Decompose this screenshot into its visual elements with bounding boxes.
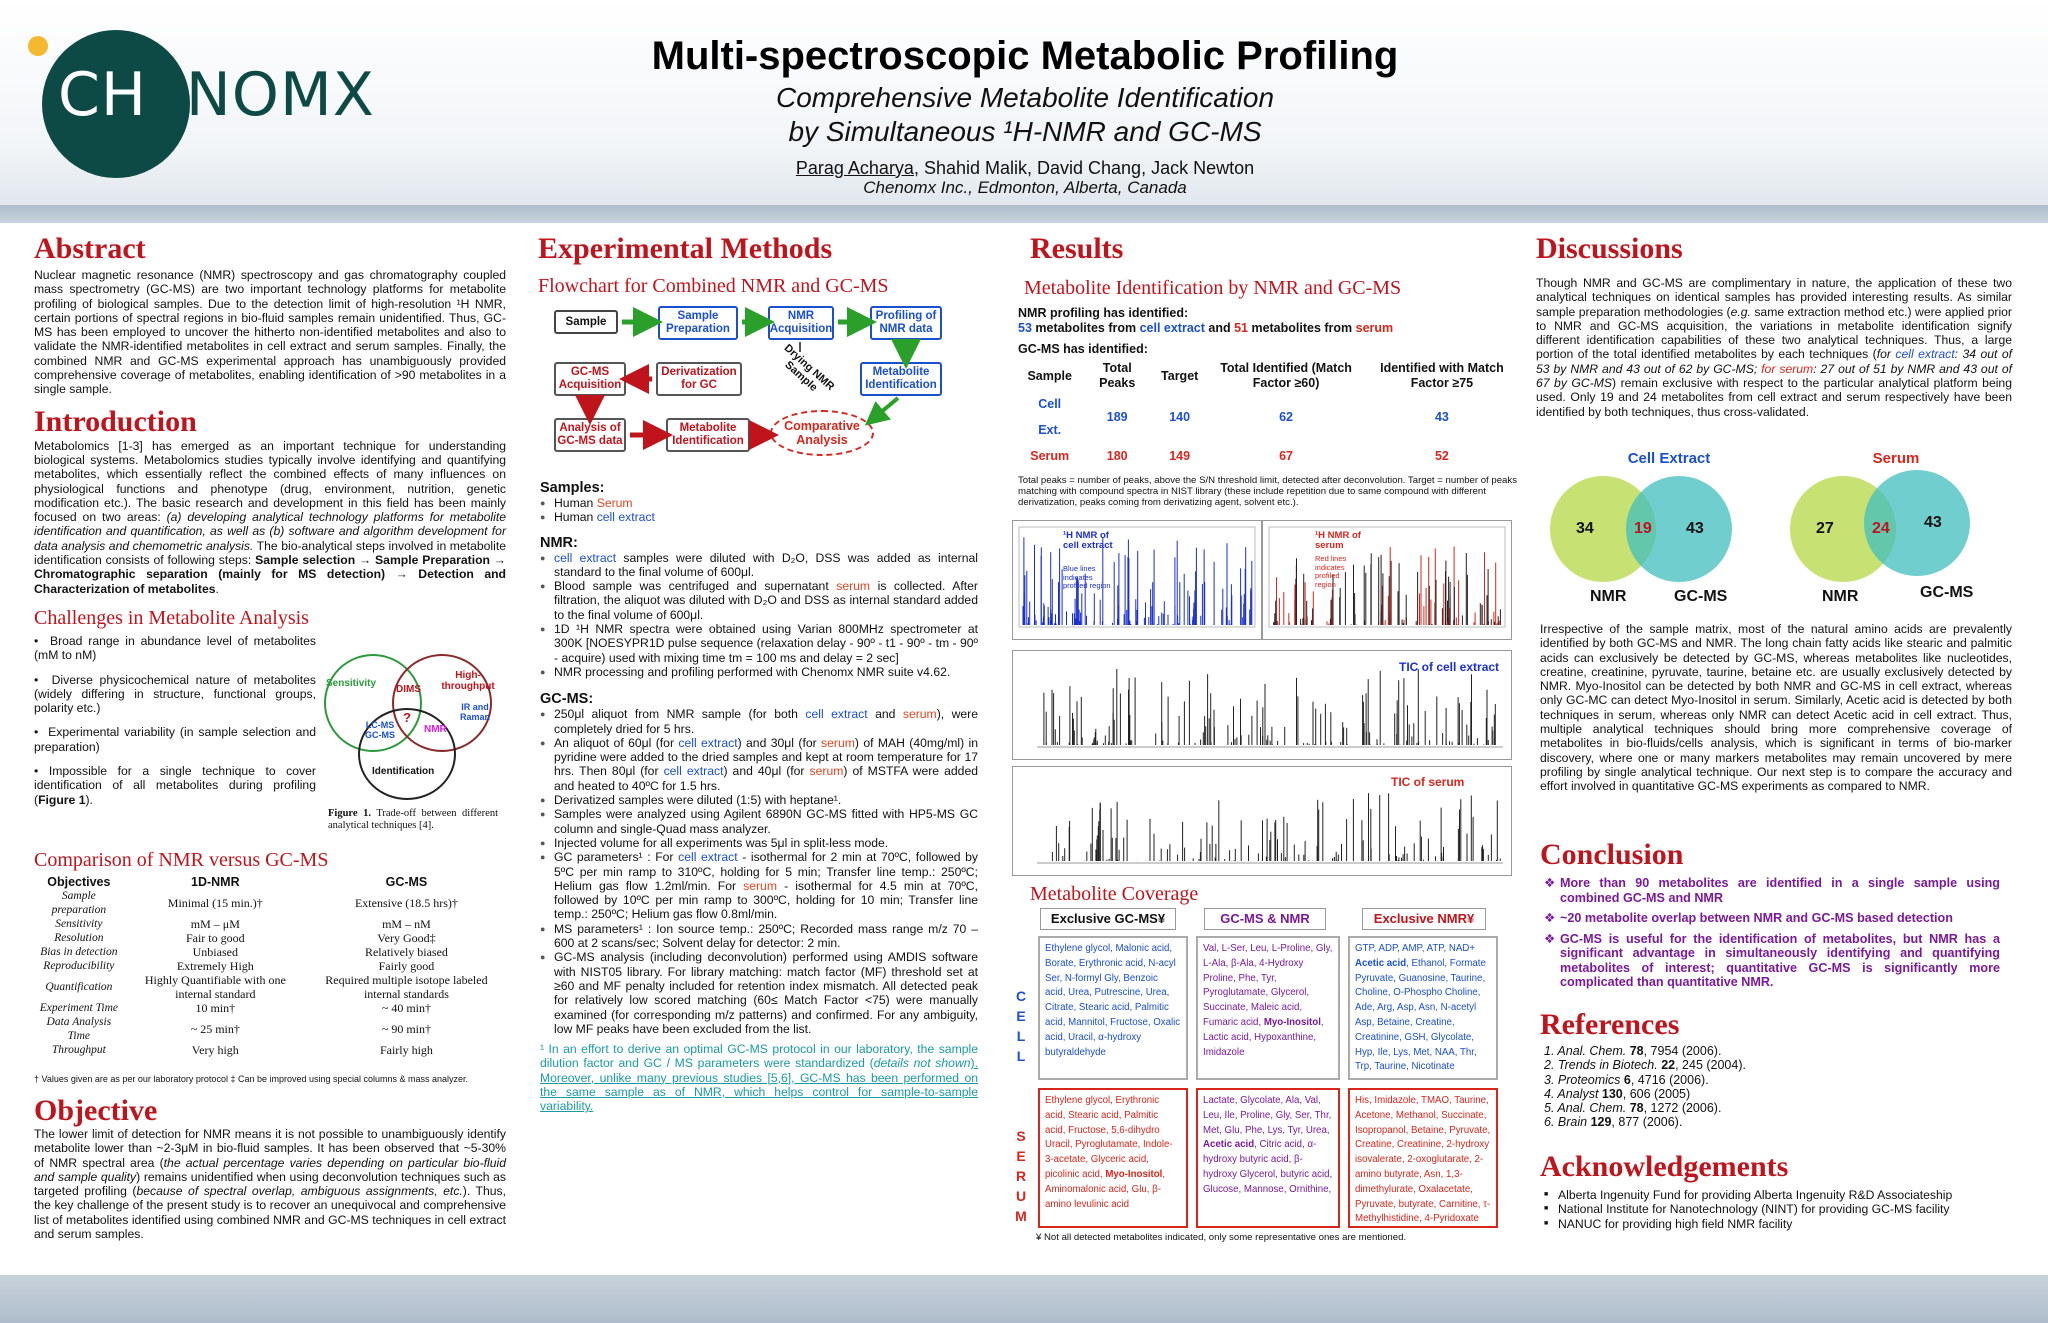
comparison-table (34, 875, 506, 1057)
challenge-item: • Broad range in abundance level of metabolites (mM to nM) (34, 633, 316, 663)
methods-footnote: ¹ In an effort to derive an optimal GC-MS protocol in our laboratory, the sample dilution factor and GC / MS parameters were standardized (details not shown). Moreover, unlike many previous studies [5,6], GC-MS has been performed on the same sample as of NMR, which helps control for sample-to-sample variability. (540, 1042, 978, 1114)
coverage-col-both: GC-MS & NMR (1204, 908, 1326, 930)
table-header: Identified with Match Factor ≥75 (1380, 361, 1504, 390)
table-cell: ~ 90 min† (381, 1022, 432, 1036)
conclusion-heading: Conclusion (1540, 838, 1684, 871)
gcms-heading: GC-MS: (540, 691, 594, 708)
venn-label-nmr: NMR (424, 724, 447, 735)
cell-row-label: C E L L (1015, 988, 1027, 1064)
acknowledgement-item: ■ NANUC for providing high field NMR facility (1544, 1217, 2000, 1231)
coverage-serum-exclusive-gcms: Ethylene glycol, Erythronic acid, Stearic acid, Palmitic acid, Fructose, 5,6-dihydro Uracil, Pyroglutamate, Indole-3-acetate, Glyceric acid, picolinic acid, Myo-Inositol, Aminomalonic acid, Glu, β-amino levulinic acid (1038, 1088, 1188, 1228)
table-row: Serum 180 149 67 52 (1030, 449, 1449, 463)
column-2 (538, 232, 978, 298)
venn-label-sensitivity: Sensitivity (326, 678, 377, 689)
nmr-spectrum-serum-plot (1263, 521, 1513, 641)
table-header: Target (1161, 368, 1199, 383)
reference-item: 3. Proteomics 6, 4716 (2006). (1544, 1072, 1709, 1087)
sample-item: ● Human cell extract (540, 510, 978, 524)
flow-metabolite-identification-gcms: Metabolite Identification (666, 418, 750, 452)
tic-serum-label: TIC of serum (1391, 775, 1465, 789)
serum-row-label: S E R U M (1015, 1128, 1027, 1224)
venn-label-ir-raman: IR and Raman (459, 702, 490, 722)
table-row (34, 959, 506, 973)
gcms-methods-list (540, 707, 978, 1036)
discussions-text-1: Though NMR and GC-MS are complimentary in nature, the application of these two analytical techniques on identical samples has provided interesting results. As similar sample preparation methodologies (e.g. same extraction method etc.) were applied prior to NMR and GC-MS acquisition, the variations in metabolite identification signify different identification capabilities of these two analytical techniques. Thus, a large portion of the total identified metabolites by each techniques (for cell extract: 34 out of 53 by NMR and 43 out of 62 by GC-MS; for serum: 27 out of 51 by NMR and 43 out of 67 by GC-MS) remain exclusive with respect to the particular analytical platform being used. Only 19 and 24 metabolites from cell extract and serum respectively have been identified by both techniques, thus cross-validated. (1536, 276, 2012, 419)
flow-analysis-gcms: Analysis of GC-MS data (554, 418, 626, 452)
flow-drying-label: Drying NMR Sample (781, 342, 837, 395)
nmr-heading: NMR: (540, 534, 578, 551)
overlap-venn-diagrams (1536, 446, 2012, 616)
table-row-label: Sample preparation (51, 890, 107, 916)
table-row (34, 931, 506, 945)
conclusion-list (1544, 876, 2000, 996)
discussions-heading: Discussions (1536, 232, 1683, 265)
venn-serum-both: 24 (1872, 520, 1890, 537)
table-header: Objectives (47, 875, 111, 889)
figure-1-caption: Figure 1. Trade-off between different analytical techniques [4]. (328, 808, 498, 831)
methods-body (540, 480, 978, 1114)
table-row-label: Throughput (51, 1044, 106, 1056)
nmr-methods-list (540, 551, 978, 680)
table-header: Sample (1027, 368, 1072, 383)
table-row: Cell Ext. 189 140 62 43 (1038, 397, 1449, 437)
gcms-method-item: ● Samples were analyzed using Agilent 6890N GC-MS fitted with HP5-MS GC column and single-Quad mass analyzer. (540, 807, 978, 836)
coverage-heading: Metabolite Coverage (1030, 883, 1199, 905)
discussions-text-2: Irrespective of the sample matrix, most of the natural amino acids are prevalently identified by both GC-MS and NMR. The long chain fatty acids like stearic and palmitic acids can exclusively be detected by GC-MS, whereas metabolites like nucleotides, creatine, creatinine, pyruvate, taurine, betaine etc. are usually exclusively detected by NMR. Myo-Inositol can be detected by both NMR and GC-MS in cell extract, whereas only GC-MC can detect Myo-Inositol in serum. Similarly, Acetic acid is detected by both techniques in serum, whereas only NMR can detect Acetic acid in cell extract. Thus, multiple analytical techniques should bring more comprehensive coverage of metabolites in bio-fluids/cells analysis, which is significant in terms of bio-marker discovery, where one or many markers metabolites may remain uncovered by mere profiling by single analytical technique. Our next step is to compare the accuracy and effort involved in quantitative GC-MS experiments as compared to NMR. (1540, 622, 2012, 794)
sample-item: ● Human Serum (540, 496, 978, 510)
objective-text: The lower limit of detection for NMR means it is not possible to unambiguously identify metabolite lower than ~2-3μM in bio-fluid samples. It has been observed that ~5-30% of NMR spectral area (the actual percentage varies depending on particular bio-fluid and sample quality) remains unidentified when using deconvolution techniques such as targeted profiling (because of spectral overlap, ambiguous assignments, etc.). Thus, the key challenge of the present study is to recover an unequivocal and comprehensive list of metabolites identified using combined NMR and GC-MS techniques in cell extract and serum samples. (34, 1127, 506, 1242)
challenge-item: • Impossible for a single technique to cover identification of all metabolites during profiling (Figure 1). (34, 764, 316, 807)
flow-arrows (538, 300, 978, 460)
table-header: GC-MS (385, 875, 428, 889)
table-row-label: Experiment Time (39, 1002, 118, 1014)
acknowledgements-heading: Acknowledgements (1540, 1150, 1789, 1183)
flow-metabolite-identification-nmr: Metabolite Identification (860, 362, 942, 396)
objective-heading: Objective (34, 1094, 158, 1127)
table-cell: Relatively biased (364, 945, 448, 959)
venn-cell-gcms-only: 43 (1686, 520, 1704, 537)
venn-serum-gcms-label: GC-MS (1920, 584, 1974, 601)
tic-cell-label: TIC of cell extract (1399, 660, 1500, 674)
table-row (34, 973, 506, 1001)
table-cell: Unbiased (192, 945, 238, 959)
poster-title: Multi-spectroscopic Metabolic Profiling (651, 34, 1399, 78)
poster-footer (0, 1275, 2048, 1323)
acknowledgement-item: ■ National Institute for Nanotechnology (NINT) for providing GC-MS facility (1544, 1202, 2000, 1216)
tic-serum (1012, 766, 1512, 876)
table-note: Total peaks = number of peaks, above the S/N threshold limit, detected after deconvolution. Target = number of peaks matching with compound spectra in NIST library (these include repetition due to same compound with different derivatization, peaks coming from derivatizing agent, solvent etc.). (1018, 475, 1517, 508)
nmr-method-item: ● 1D ¹H NMR spectra were obtained using Varian 800MHz spectrometer at 300K [NOESYPR1D pulse sequence (relaxation delay - 90º - t1 - 90º - tm - 90º - acquire) used with mixing time tm = 100 ms and delay = 2 sec] (540, 622, 978, 665)
table-row-label: Data Analysis Time (46, 1016, 112, 1042)
results-subheading: Metabolite Identification by NMR and GC-MS (1024, 277, 1402, 299)
table-row-label: Reproducibility (43, 960, 115, 972)
table-cell: mM – nM (382, 917, 431, 931)
venn-cell-nmr-label: NMR (1590, 588, 1627, 605)
samples-list (540, 496, 978, 525)
abstract-heading: Abstract (34, 232, 146, 265)
references-list (1544, 1044, 2000, 1130)
venn-serum-title: Serum (1872, 450, 1920, 467)
coverage-cell-exclusive-gcms: Ethylene glycol, Malonic acid, Borate, Erythronic acid, N-acyl Ser, N-formyl Gly, Benzoic acid, Urea, Putrescine, Urea, Citrate, Stearic acid, Palmitic acid, Mannitol, Fructose, Oxalic acid, Uracil, α-hydroxy butyraldehyde (1038, 936, 1188, 1080)
abstract-text: Nuclear magnetic resonance (NMR) spectroscopy and gas chromatography coupled mass spectrometry (GC-MS) are two important technology platforms for metabolite profiling of biological samples. Due to the detection limit of high-resolution ¹H NMR, certain portions of spectral regions in bio-fluid samples remain unidentified. Thus, GC-MS has been employed to uncover the hitherto non-identified metabolites and also to validate the NMR-identified metabolites in cell extract and serum samples. Finally, the combined NMR and GC-MS experimental approach has unambiguously provided comprehensive coverage of metabolites, enabling identification of >90 metabolites in a single sample. (34, 268, 506, 397)
nmr-method-item: ● Blood sample was centrifuged and supernatant serum is collected. After filtration, the aliquot was diluted with D₂O and DSS as internal standard added to the final volume of 600μl. (540, 579, 978, 622)
poster-header (0, 0, 2048, 210)
table-header: 1D-NMR (191, 875, 240, 889)
conclusion-item: ❖ More than 90 metabolites are identified in a single sample using combined GC-MS and NMR (1544, 876, 2000, 905)
gcms-identification-table (1018, 361, 1518, 469)
venn-label-dims: DIMS (396, 684, 421, 695)
affiliation: Chenomx Inc., Edmonton, Alberta, Canada (863, 178, 1187, 197)
table-row (34, 917, 506, 931)
flowchart (538, 300, 978, 460)
column-3 (1012, 232, 1532, 508)
introduction-heading: Introduction (34, 404, 197, 438)
gcms-method-item: ● MS parameters¹ : Ion source temp.: 250ºC; Recorded mass range m/z 70 – 600 at 2 scans/sec; Solvent delay for detector: 2 min. (540, 922, 978, 951)
column-4 (1536, 232, 2012, 419)
results-heading: Results (1030, 232, 1124, 265)
comparison-heading: Comparison of NMR versus GC-MS (34, 849, 329, 871)
flow-profiling-nmr: Profiling of NMR data (870, 306, 942, 340)
tic-cell-extract (1012, 650, 1512, 760)
venn-serum-gcms-only: 43 (1924, 514, 1942, 531)
spectrum-cell-label: ¹H NMR of cell extract (1063, 530, 1113, 551)
gcms-method-item: ● GC parameters¹ : For cell extract - isothermal for 2 min at 70ºC, followed by 5ºC per min ramp to 310ºC, holding for 5 min; Transfer line temp.: 250ºC; Helium gas flow 1.2ml/min. For serum - isothermal for 4.5 min at 70ºC, followed by 10ºC per min ramp to 300ºC, holding for 10 min; Transfer line temp.: 250ºC; Helium gas flow 0.8ml/min. (540, 850, 978, 921)
venn-cell-gcms-label: GC-MS (1674, 588, 1728, 605)
venn-cell-both: 19 (1634, 520, 1652, 537)
reference-item: 4. Analyst 130, 606 (2005) (1544, 1086, 1691, 1101)
table-row (34, 945, 506, 959)
poster-subtitle: Comprehensive Metabolite Identification (775, 82, 1275, 113)
techniques-venn-diagram (318, 650, 518, 800)
table-cell: ~ 25 min† (190, 1022, 240, 1036)
conclusion-item: ❖ ~20 metabolite overlap between NMR and GC-MS based detection (1544, 911, 2000, 926)
venn-label-identification: Identification (372, 766, 435, 777)
table-cell: Minimal (15 min.)† (167, 896, 263, 910)
table-cell: Very high (191, 1043, 239, 1057)
challenge-item: • Experimental variability (in sample selection and preparation) (34, 725, 316, 754)
coverage-col-exclusive-nmr: Exclusive NMR¥ (1362, 908, 1486, 930)
table-cell: Very Good‡ (377, 931, 436, 945)
venn-label-high-throughput: High-throughput (441, 670, 495, 692)
header-band (0, 205, 2048, 223)
flow-nmr-acquisition: NMR Acquisition (768, 306, 834, 340)
nmr-identified-summary: NMR profiling has identified: 53 metabolites from cell extract and 51 metabolites from serum GC-MS has identified: (1018, 306, 1394, 356)
table-cell: 10 min† (195, 1001, 236, 1015)
table-header: Total Identified (Match Factor ≥60) (1220, 361, 1352, 390)
spectrum-cell-note: Blue lines indicates profiled region (1063, 564, 1111, 590)
venn-label-lcms-gcms: LC-MS GC-MS (365, 720, 395, 740)
table-row (34, 889, 506, 917)
references-heading: References (1540, 1008, 1680, 1041)
spectrum-serum-label: ¹H NMR of serum (1315, 530, 1361, 551)
comparison-footnote: † Values given are as per our laboratory protocol ‡ Can be improved using special columns & mass analyzer. (34, 1074, 469, 1084)
first-author: Parag Acharya (795, 158, 914, 178)
venn-serum-nmr-only: 27 (1816, 520, 1834, 537)
flow-sample: Sample (554, 310, 618, 334)
table-header: Total Peaks (1099, 361, 1136, 390)
venn-label-question: ? (403, 710, 411, 725)
flow-gcms-acquisition: GC-MS Acquisition (554, 362, 626, 396)
nmr-method-item: ● NMR processing and profiling performed with Chenomx NMR suite v4.62. (540, 665, 978, 679)
nmr-spectrum-serum (1262, 520, 1512, 640)
table-row (34, 1001, 506, 1015)
table-row (34, 1043, 506, 1057)
other-authors: , Shahid Malik, David Chang, Jack Newton (913, 158, 1255, 178)
spectrum-serum-note: Red lines indicates profiled region (1315, 554, 1347, 589)
nmr-spectrum-cell-plot (1013, 521, 1263, 641)
challenges-list (34, 634, 316, 807)
acknowledgement-item: ■ Alberta Ingenuity Fund for providing Alberta Ingenuity R&D Associateship (1544, 1188, 2000, 1202)
introduction-text: Metabolomics [1-3] has emerged as an important technique for understanding biological systems. Metabolomics studies typically involve identifying and quantifying metabolites, which essentially reflect the combined effects of many influences on physiological functions and phenotype (drug, environment, nutrition, genetic modification etc.). The basic research and development in this field has been mainly focused on two areas: (a) developing analytical technology platforms for metabolite identification and quantification, as well as (b) software and algorithm development for data analysis and chemometric analysis. The bio-analytical steps involved in metabolite identification consists of following steps: Sample selection → Sample Preparation → Chromatographic separation (mainly for MS detection) → Detection and Characterization of metabolites. (34, 438, 507, 596)
challenges-heading: Challenges in Metabolite Analysis (34, 606, 309, 629)
coverage-cell-both: Val, L-Ser, Leu, L-Proline, Gly, L-Ala, β-Ala, 4-Hydroxy Proline, Phe, Tyr, Pyroglutamate, Glycerol, Succinate, Maleic acid, Fumaric acid, Myo-Inositol, Lactic acid, Hypoxanthine, Imidazole (1196, 936, 1340, 1080)
acknowledgements-list (1544, 1188, 2000, 1231)
table-cell: Fairly high (379, 1043, 433, 1057)
reference-item: 6. Brain 129, 877 (2006). (1544, 1115, 1683, 1130)
challenge-item: • Diverse physicochemical nature of metabolites (widely differing in structure, functional groups, polarity etc.) (34, 672, 316, 716)
authors (380, 158, 1670, 179)
reference-item: 2. Trends in Biotech. 22, 245 (2004). (1544, 1058, 1746, 1073)
venn-cell-nmr-only: 34 (1576, 520, 1594, 537)
coverage-cell-exclusive-nmr: GTP, ADP, AMP, ATP, NAD+ Acetic acid, Ethanol, Formate Pyruvate, Guanosine, Taurine, Choline, O-Phospho Choline, Ade, Arg, Asp, Asn, N-acetyl Asp, Betaine, Creatine, Creatinine, GSH, Glycolate, Hyp, Ile, Lys, Met, NAA, Thr, Trp, Taurine, Nicotinate (1348, 936, 1498, 1080)
nmr-spectrum-cell-extract (1012, 520, 1262, 640)
table-row-label: Quantification (45, 981, 113, 993)
coverage-serum-both: Lactate, Glycolate, Ala, Val, Leu, Ile, Proline, Gly, Ser, Thr, Met, Glu, Phe, Lys, Tyr, Urea, Acetic acid, Citric acid, α-hydroxy butyric acid, β-hydroxy Glycerol, butyric acid, Glucose, Mannose, Ornithine, (1196, 1088, 1340, 1228)
table-cell: Extremely High (176, 959, 254, 973)
table-cell: ~ 40 min† (381, 1001, 432, 1015)
logo-dot (28, 36, 48, 56)
gcms-method-item: ● Injected volume for all experiments was 5μl in split-less mode. (540, 836, 978, 850)
table-cell: Highly Quantifiable with one internal standard (144, 973, 286, 1001)
flowchart-heading: Flowchart for Combined NMR and GC-MS (538, 275, 889, 297)
flow-derivatization: Derivatization for GC (656, 362, 742, 396)
coverage-footnote: ¥ Not all detected metabolites indicated, only some representative ones are mentioned. (1036, 1232, 1407, 1243)
gcms-method-item: ● Derivatized samples were diluted (1:5) with heptane¹. (540, 793, 978, 807)
venn-cell-title: Cell Extract (1627, 450, 1711, 467)
samples-heading: Samples: (540, 480, 605, 496)
poster-subtitle-2: by Simultaneous ¹H-NMR and GC-MS (788, 116, 1262, 147)
table-cell: mM – μM (190, 917, 240, 931)
logo-text: CHENOMX (58, 60, 375, 130)
nmr-method-item: ● cell extract samples were diluted with D₂O, DSS was added as internal standard to the final volume of 600μl. (540, 551, 978, 580)
flow-sample-preparation: Sample Preparation (658, 306, 738, 340)
table-cell: Extensive (18.5 hrs)† (354, 896, 458, 910)
reference-item: 1. Anal. Chem. 78, 7954 (2006). (1544, 1044, 1722, 1058)
table-row-label: Resolution (54, 932, 104, 944)
table-cell: Required multiple isotope labeled internal standards (325, 973, 488, 1001)
table-cell: Fair to good (185, 931, 245, 945)
table-cell: Fairly good (378, 959, 435, 973)
methods-heading: Experimental Methods (538, 232, 833, 265)
table-row-label: Bias in detection (40, 946, 118, 958)
conclusion-item: ❖ GC-MS is useful for the identification of metabolites, but NMR has a significant advantage in simultaneously identifying and quantifying metabolites of interest; quantitative GC-MS is significantly more complicated than quantitative NMR. (1544, 932, 2000, 990)
table-row-label: Sensitivity (55, 918, 103, 930)
coverage-col-exclusive-gcms: Exclusive GC-MS¥ (1040, 908, 1176, 930)
table-row (34, 1015, 506, 1043)
reference-item: 5. Anal. Chem. 78, 1272 (2006). (1544, 1101, 1722, 1116)
gcms-method-item: ● An aliquot of 60μl (for cell extract) and 30μl (for serum) of MAH (40mg/ml) in pyridine were added to the dried samples and kept at room temperature for 17 hrs. Then 80μl (for cell extract) and 40μl (for serum) of MSTFA were added and heated to 40ºC for 1.5 hrs. (540, 736, 978, 793)
venn-serum-nmr-label: NMR (1822, 588, 1859, 605)
flow-comparative-analysis: Comparative Analysis (770, 410, 874, 456)
gcms-method-item: ● GC-MS analysis (including deconvolution) performed using AMDIS software with NIST05 library. For library matching: match factor (MF) threshold set at ≥60 and MF penalty included for retention index mismatch. All detected peak for relatively low scored matching (60≤ Match Factor <75) were manually examined (for corresponding m/z patterns) and confirmed. For any ambiguity, low MF peaks have been excluded from the list. (540, 950, 978, 1036)
gcms-method-item: ● 250μl aliquot from NMR sample (for both cell extract and serum), were completely dried for 5 hrs. (540, 707, 978, 736)
coverage-serum-exclusive-nmr: His, Imidazole, TMAO, Taurine, Acetone, Methanol, Succinate, Isopropanol, Betaine, Pyruvate, Creatine, Creatinine, 2-hydroxy isovalerate, 2-oxoglutarate, 2-amino butyrate, Asn, 1,3-dimethylurate, Oxalacetate, Pyruvate, butyrate, Carnitine, τ-Methylhistidine, 4-Pyridoxate (1348, 1088, 1498, 1228)
